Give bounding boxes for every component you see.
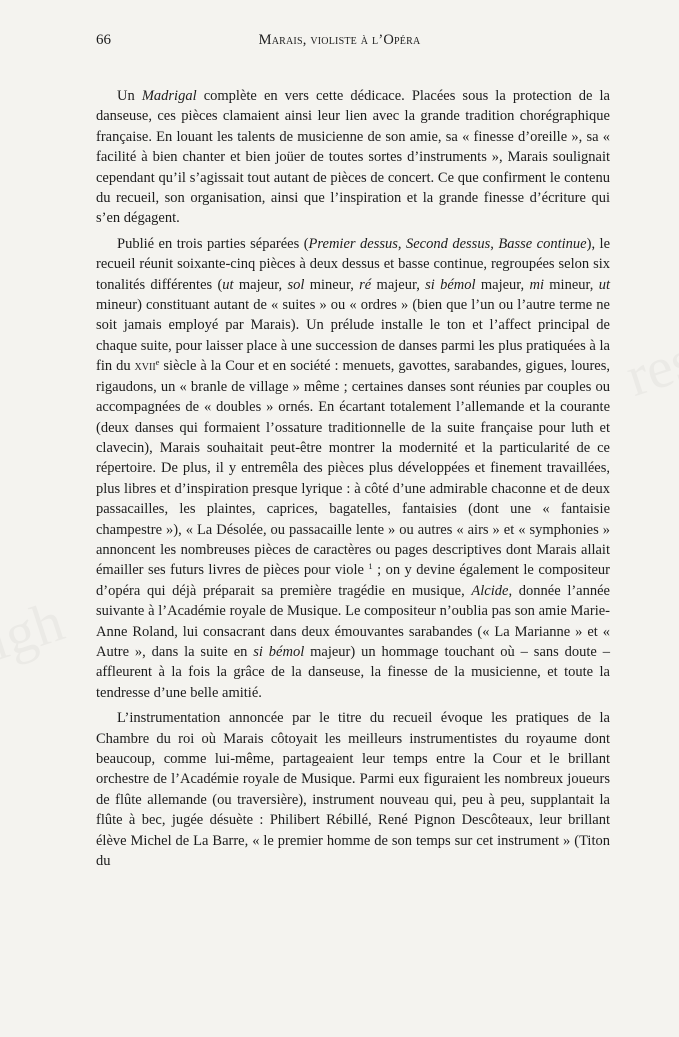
superscript: e xyxy=(155,357,160,368)
italic-run: si bémol xyxy=(253,643,305,660)
text-run: ; on y devine également le compositeur d’opéra qui déjà préparait sa première tragédie en musique, xyxy=(96,562,610,599)
paragraph xyxy=(96,234,610,703)
italic-run: Premier dessus xyxy=(308,235,398,252)
superscript: 1 xyxy=(368,561,373,572)
text-run: ), le recueil réunit soixante-cinq pièces à deux dessus et basse continue, regroupées selon six tonalités différentes ( xyxy=(96,235,611,293)
body-text xyxy=(96,86,610,876)
text-run: mineur, xyxy=(543,276,599,293)
italic-run: sol xyxy=(287,276,305,293)
page-number: 66 xyxy=(96,32,111,48)
italic-run: Madrigal xyxy=(141,88,197,104)
italic-run: ré xyxy=(359,276,372,293)
italic-run: ut xyxy=(598,276,610,293)
text-run: majeur, xyxy=(233,276,288,293)
text-run: , donnée l’année suivante à l’Académie royale de Musique. Le compositeur n’oublia pas son amie Marie-Anne Roland, lui consacrant dans deux émouvantes sarabandes (« La Marianne » et « Autre », dans la suite en xyxy=(96,582,610,660)
italic-run: Second dessus xyxy=(406,235,491,252)
text-run: , xyxy=(490,235,499,252)
page-header xyxy=(96,32,583,52)
italic-run: Basse continue xyxy=(498,235,587,252)
text-run: mineur, xyxy=(304,276,360,293)
text-run: , xyxy=(397,235,406,252)
text-run: Publié en trois parties séparées ( xyxy=(117,235,309,252)
paragraph xyxy=(96,86,610,229)
text-run: siècle à la Cour et en société : menuets, gavottes, sarabandes, gigues, loures, rigaudons, un « branle de village » même ; certaines danses sont réunies par couples ou accompagnées de « doubles » ornés. En écartant totalement l’allemande et la courante (deux danses qui formaient l’ossature traditionnelle de la suite française pour luth et clavecin), Marais souhaitait peut-être montrer la modernité et la particularité de ce répertoire. De plus, il y entremêla des pièces plus développées et finement travaillées, plus libres et d’inspiration presque lyrique : à côté d’une admirable chaconne et de deux passacailles, les plaintes, caprices, bagatelles, fantaisies (dont une « fantaisie champestre »), « La Désolée, ou passacaille lente » ou autres « airs » et « symphonies » annoncent les nombreuses pièces de caractères ou pages descriptives dont Marais allait émailler ses futurs livres de pièces pour viole xyxy=(96,358,611,579)
watermark-fragment xyxy=(0,587,72,680)
text-run: majeur) un hommage touchant où – sans doute – affleurent à la fois la grâce de la danseuse, la finesse de la musicienne, et toute la tendresse d’une belle amitié. xyxy=(96,643,610,701)
paragraph xyxy=(96,708,610,871)
italic-run: si bémol xyxy=(425,276,476,293)
text-run: majeur, xyxy=(371,276,426,293)
italic-run: Alcide xyxy=(471,582,509,599)
small-caps-run: xvii xyxy=(134,358,156,375)
italic-run: ut xyxy=(222,276,234,293)
text-run: L’instrumentation annoncée par le titre du recueil évoque les pratiques de la Chambre du roi où Marais côtoyait les meilleurs instrumentistes du royaume dont beaucoup, comme lui-même, partageaient leur temps entre la Cour et le brillant orchestre de l’Académie royale de Musique. Parmi eux figuraient les nombreux joueurs de flûte allemande (ou traversière), instrument nouveau qui, peu à peu, supplantait la flûte à bec, jugée désuète : Philibert Rébillé, René Pignon Descôteaux, leur brillant élève Michel de La Barre, « le premier homme de son temps sur cet instrument » (Titon du xyxy=(96,710,610,870)
text-run: Un xyxy=(117,88,142,104)
italic-run: mi xyxy=(529,276,544,293)
running-head: Marais, violiste à l’Opéra xyxy=(258,32,421,48)
text-run: complète en vers cette dédicace. Placées sous la protection de la danseuse, ces pièces clamaient ainsi leur lien avec la grande tradition chorégraphique française. En louant les talents de musicienne de son amie, sa « finesse d’oreille », sa « facilité à bien chanter et bien joüer de toutes sortes d’instruments », Marais soulignait cependant qu’il s’agissait tout autant de pièces de concert. Ce que confirment le contenu du recueil, son organisation, ainsi que l’inspiration et la grande finesse d’écriture qui s’en dégagent. xyxy=(96,88,610,227)
text-run: mineur) constituant autant de « suites » ou « ordres » (bien que l’un ou l’autre terme ne soit jamais employé par Marais). Un prélude installe le ton et l’affect principal de chaque suite, pour laisser place à une succession de danses parmi les plus pratiquées à la fin du xyxy=(96,297,610,375)
watermark-fragment xyxy=(618,317,679,410)
text-run: majeur, xyxy=(475,276,530,293)
